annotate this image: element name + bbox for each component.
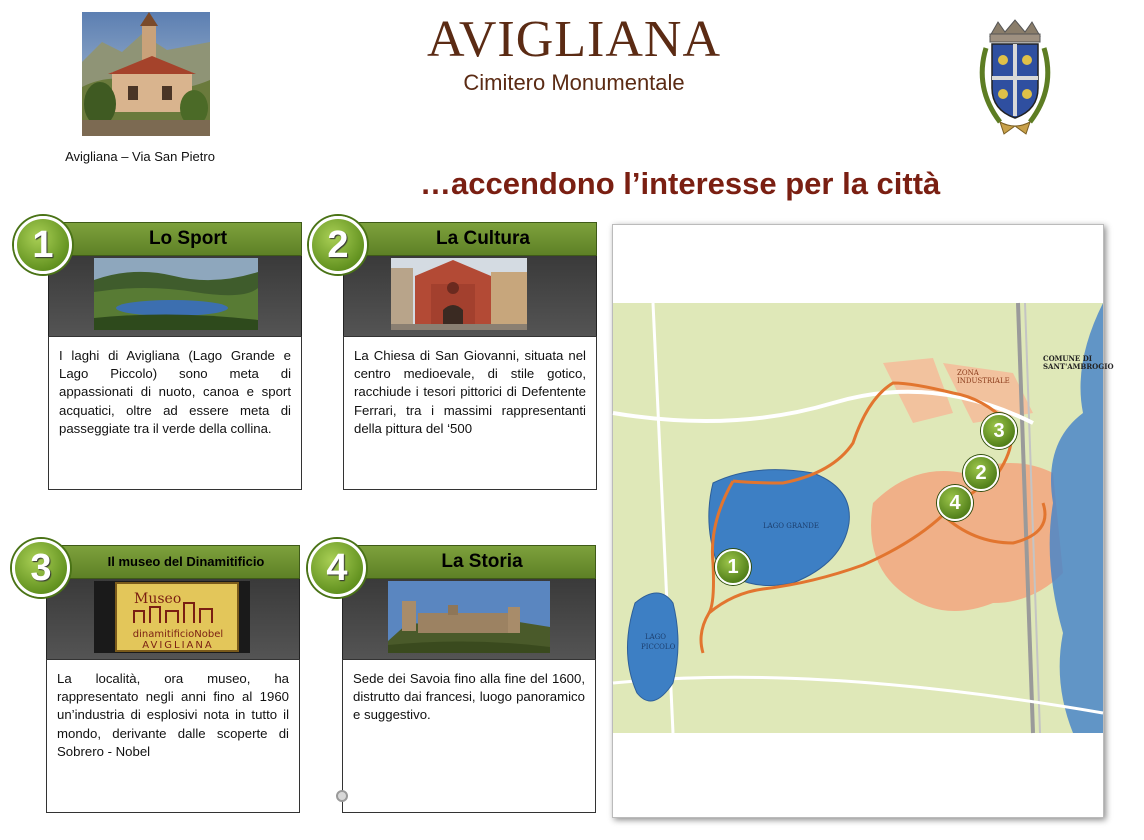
card-title: La Cultura [343, 222, 597, 256]
card-title: Lo Sport [48, 222, 302, 256]
card-number: 1 [14, 216, 72, 274]
map-label-lago-grande: LAGO GRANDE [763, 522, 820, 530]
map-label-zona-2: INDUSTRIALE [957, 377, 1010, 385]
map-label-comune-1: COMUNE DI [1043, 354, 1093, 363]
page-title: AVIGLIANA [426, 11, 721, 68]
map-frame [612, 224, 1114, 818]
lakes-photo [94, 258, 258, 330]
museo-sign-photo [94, 581, 250, 653]
map-marker-4: 4 [937, 485, 973, 521]
card-text: La località, ora museo, ha rappresentato negli anni fino al 1960 un’industria di esplosivi nota in tutto il mondo, derivante dalle scoperte di Sobrero - Nobel [46, 659, 300, 813]
photo-caption: Avigliana – Via San Pietro [65, 149, 215, 164]
decorative-dot [336, 790, 348, 802]
map-marker-3: 3 [981, 413, 1017, 449]
map-label-comune-2: SANT'AMBROGIO [1043, 362, 1114, 371]
card-number: 4 [308, 539, 366, 597]
card-number: 3 [12, 539, 70, 597]
coat-of-arms-icon [970, 18, 1060, 140]
museo-word: Museo [134, 591, 182, 607]
city-map [613, 303, 1114, 733]
card-text: Sede dei Savoia fino alla fine del 1600, distrutto dai francesi, luogo panoramico e suggestivo. [342, 659, 596, 813]
church-photo [391, 258, 527, 330]
card-text: I laghi di Avigliana (Lago Grande e Lago Piccolo) sono meta di appassionati di nuoto, canoa e sport acquatici, oltre ad essere meta di passeggiate tra il verde della collina. [48, 336, 302, 490]
card-title: Il museo del Dinamitificio [46, 545, 300, 579]
castle-photo [388, 581, 550, 653]
headline: …accendono l’interesse per la città [420, 166, 941, 201]
card-number: 2 [309, 216, 367, 274]
map-label-lago-piccolo-1: LAGO [645, 633, 667, 641]
avigliana-word: AVIGLIANA [142, 640, 214, 651]
card-title: La Storia [342, 545, 596, 579]
map-marker-2: 2 [963, 455, 999, 491]
map-label-zona-1: ZONA [957, 369, 979, 377]
map-label-lago-piccolo-2: PICCOLO [641, 643, 676, 651]
page-subtitle: Cimitero Monumentale [463, 70, 685, 95]
card-text: La Chiesa di San Giovanni, situata nel centro medioevale, di stile gotico, racchiude i tesori pittorici di Defentente Ferrari, tra i massimi rappresentanti della pittura del ‘500 [343, 336, 597, 490]
dinamitificio-word: dinamitificioNobel [132, 629, 224, 640]
map-marker-1: 1 [715, 549, 751, 585]
